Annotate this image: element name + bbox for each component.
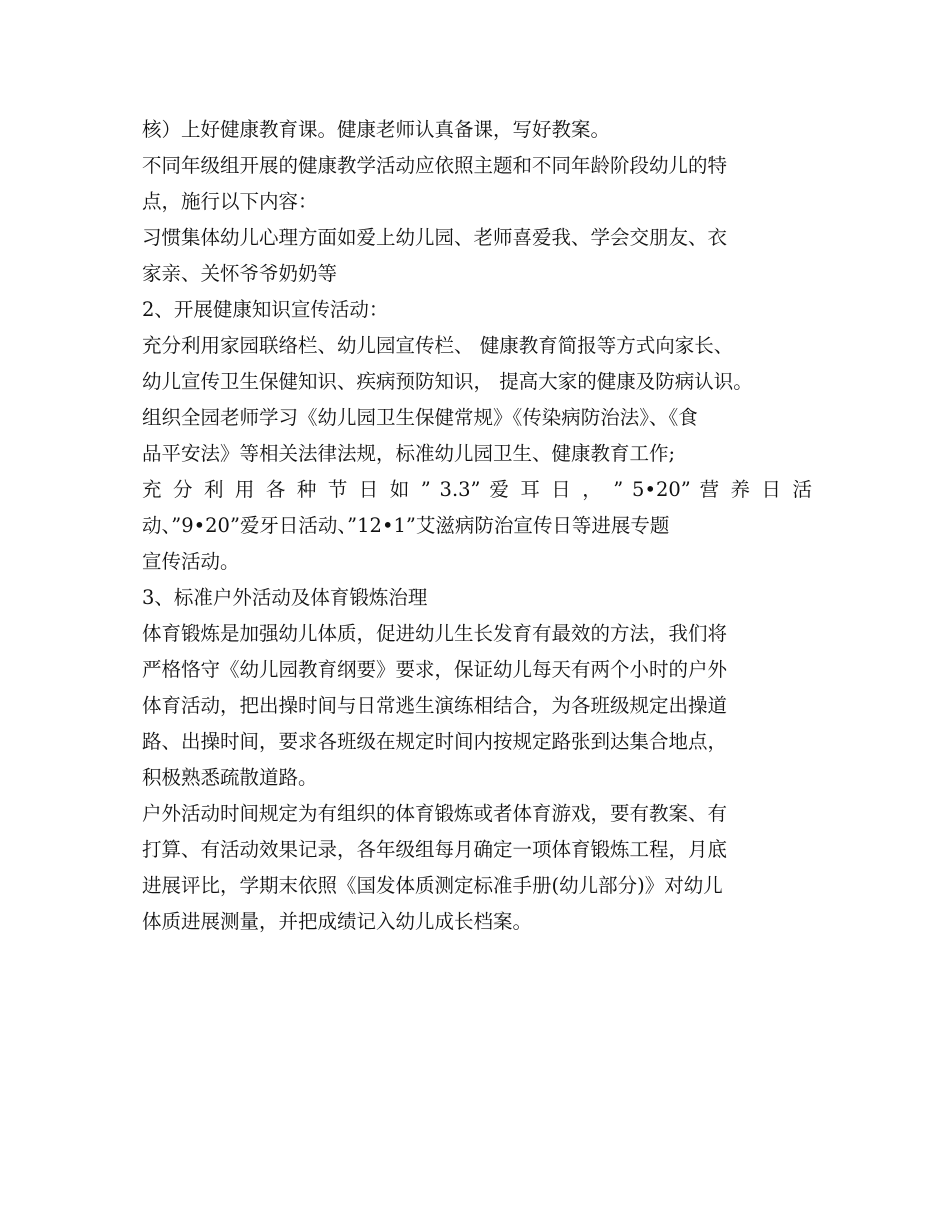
text-line: 不同年级组开展的健康教学活动应依照主题和不同年龄阶段幼儿的特 <box>142 154 728 177</box>
text-line: 充分利用家园联络栏、幼儿园宣传栏、 健康教育简报等方式向家长、 <box>142 334 734 357</box>
text-line: 核）上好健康教育课。健康老师认真备课，写好教案。 <box>142 118 611 141</box>
text-line: 路、出操时间，要求各班级在规定时间内按规定路张到达集合地点， <box>142 730 728 753</box>
document-body <box>142 112 812 940</box>
text-line: 点，施行以下内容： <box>142 190 318 213</box>
text-line: 体质进展测量，并把成绩记入幼儿成长档案。 <box>142 910 533 933</box>
text-line: 积极熟悉疏散道路。 <box>142 766 318 789</box>
text-line: 2、开展健康知识宣传活动： <box>142 298 389 321</box>
text-line: 严格恪守《幼儿园教育纲要》要求，保证幼儿每天有两个小时的户外 <box>142 658 728 681</box>
text-line: 打算、有活动效果记录，各年级组每月确定一项体育锻炼工程，月底 <box>142 838 728 861</box>
text-line: 组织全园老师学习《幼儿园卫生保健常规》《传染病防治法》、《食 <box>142 406 698 429</box>
text-line: 品平安法》等相关法律法规，标准幼儿园卫生、健康教育工作; <box>142 442 676 465</box>
text-line: 习惯集体幼儿心理方面如爱上幼儿园、老师喜爱我、学会交朋友、衣 <box>142 226 728 249</box>
text-line: 幼儿宣传卫生保健知识、疾病预防知识， 提高大家的健康及防病认识。 <box>142 370 753 393</box>
text-line: 3、标准户外活动及体育锻炼治理 <box>142 586 428 609</box>
text-line: 家亲、关怀爷爷奶奶等 <box>142 262 338 285</box>
text-line: 体育活动，把出操时间与日常逃生演练相结合，为各班级规定出操道 <box>142 694 728 717</box>
text-line: 体育锻炼是加强幼儿体质，促进幼儿生长发育有最效的方法，我们将 <box>142 622 728 645</box>
text-line: 进展评比，学期末依照《国发体质测定标准手册(幼儿部分)》对幼儿 <box>142 874 723 897</box>
text-line: 户外活动时间规定为有组织的体育锻炼或者体育游戏，要有教案、有 <box>142 802 728 825</box>
text-line: 宣传活动。 <box>142 550 240 573</box>
text-line: 动、”9•20”爱牙日活动、”12•1”艾滋病防治宣传日等进展专题 <box>142 514 670 537</box>
text-line: 充 分 利 用 各 种 节 日 如 ” 3.3” 爱 耳 日 ， ” 5•20” 营 养 日 活 <box>142 478 812 501</box>
